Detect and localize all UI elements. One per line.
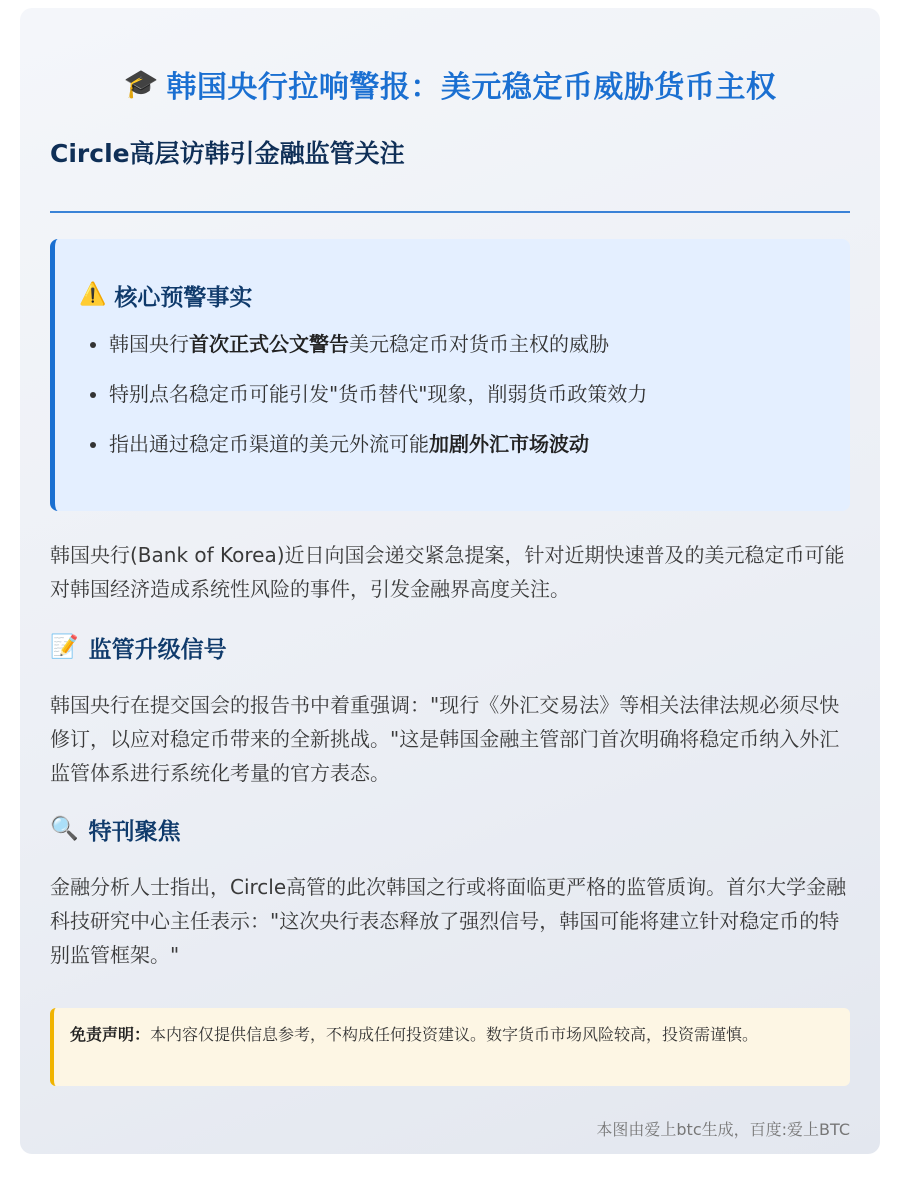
focus-paragraph: 金融分析人士指出，Circle高管的此次韩国之行或将面临更严格的监管质询。首尔大学金融科技研究中心主任表示："这次央行表态释放了强烈信号，韩国可能将建立针对稳定币的特别监管框架。"	[50, 875, 847, 967]
page-title: 韩国央行拉响警报：美元稳定币威胁货币主权	[166, 70, 777, 105]
title-row	[50, 62, 850, 106]
page-subtitle: Circle高层访韩引金融监管关注	[50, 139, 405, 168]
list-item	[109, 377, 850, 411]
item-text: 美元稳定币对货币主权的威胁	[349, 332, 609, 356]
disclaimer-box	[50, 1008, 850, 1086]
item-text: 指出通过稳定币渠道的美元外流可能	[109, 432, 429, 456]
alert-heading: 核心预警事实	[114, 284, 253, 311]
warning-icon: ⚠️	[79, 282, 107, 307]
section-title: 监管升级信号	[88, 636, 227, 663]
intro-paragraph: 韩国央行(Bank of Korea)近日向国会递交紧急提案，针对近期快速普及的美元稳定币可能对韩国经济造成系统性风险的事件，引发金融界高度关注。	[50, 543, 845, 601]
alert-list	[79, 327, 850, 461]
item-text: 韩国央行	[109, 332, 189, 356]
disclaimer-label: 免责声明：	[70, 1025, 151, 1044]
list-item	[109, 427, 850, 461]
item-emphasis: 加剧外汇市场波动	[429, 432, 589, 456]
memo-icon: 📝	[50, 633, 79, 660]
graduation-cap-money-icon: 🎓	[123, 67, 159, 100]
list-item	[109, 327, 850, 361]
item-emphasis: 首次正式公文警告	[189, 332, 349, 356]
magnifier-icon: 🔍	[50, 815, 79, 842]
section-heading-focus	[50, 812, 850, 846]
item-text: 特别点名稳定币可能引发"货币替代"现象，削弱货币政策效力	[109, 382, 648, 406]
section-title: 特刊聚焦	[88, 818, 181, 845]
alert-heading-row	[79, 279, 850, 311]
core-alert-box	[50, 239, 850, 511]
footer-credit: 本图由爱上btc生成，百度:爱上BTC	[596, 1120, 850, 1139]
regulation-paragraph: 韩国央行在提交国会的报告书中着重强调："现行《外汇交易法》等相关法律法规必须尽快修订，以应对稳定币带来的全新挑战。"这是韩国金融主管部门首次明确将稳定币纳入外汇监管体系进行系统化考量的官方表态。	[50, 693, 840, 785]
divider	[50, 211, 850, 213]
disclaimer-text: 本内容仅提供信息参考，不构成任何投资建议。数字货币市场风险较高，投资需谨慎。	[150, 1025, 759, 1044]
section-heading-regulation	[50, 630, 850, 664]
article-card	[20, 8, 880, 1154]
